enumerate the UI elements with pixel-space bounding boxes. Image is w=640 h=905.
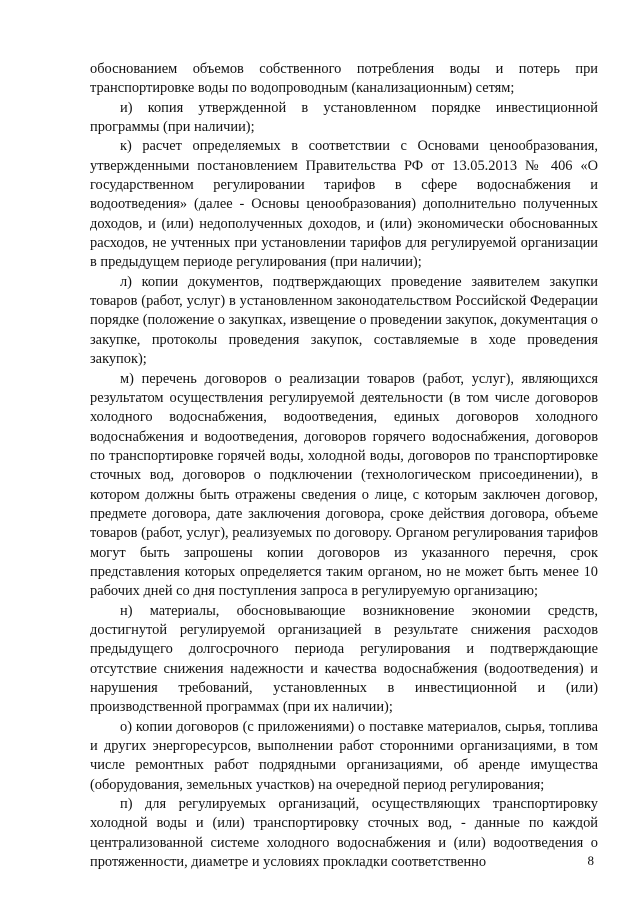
body-text <box>90 60 598 872</box>
paragraph-i: и) копия утвержденной в установленном порядке инвестиционной программы (при наличии); <box>90 99 598 136</box>
paragraph-n: н) материалы, обосновывающие возникновение экономии средств, достигнутой регулируемой организацией в результате снижения расходов предыдущего долгосрочного периода регулирования и подтверждающие отсутствие снижения надежности и качества водоснабжения (водоотведения) и нарушения требований, установленных в инвестиционной и (или) производственной программах (при их наличии); <box>90 602 598 716</box>
paragraph-p: п) для регулируемых организаций, осуществляющих транспортировку холодной воды и (или) транспортировку сточных вод, - данные по каждой централизованной системе холодного водоснабжения и (или) водоотведения о протяженности, диаметре и условиях прокладки соответственно <box>90 796 598 871</box>
paragraph-k: к) расчет определяемых в соответствии с Основами ценообразования, утвержденными постановлением Правительства РФ от 13.05.2013 № 406 «О государственном регулировании тарифов в сфере водоснабжения и водоотведения» (далее - Основы ценообразования) дополнительно полученных доходов, и (или) недополученных доходов, и (или) экономически обоснованных расходов, не учтенных при установлении тарифов для регулируемой организации в предыдущем периоде регулирования (при наличии); <box>90 138 598 271</box>
paragraph-continuation: обоснованием объемов собственного потребления воды и потерь при транспортировке воды по водопроводным (канализационным) сетям; <box>90 61 598 97</box>
paragraph-o: о) копии договоров (с приложениями) о поставке материалов, сырья, топлива и других энергоресурсов, выполнении работ сторонними организациями, в том числе ремонтных работ подрядными организациями, об аренде имущества (оборудования, земельных участков) на очередной период регулирования; <box>90 718 598 793</box>
paragraph-l: л) копии документов, подтверждающих проведение заявителем закупки товаров (работ, услуг) в установленном законодательством Российской Федерации порядке (положение о закупках, извещение о проведении закупок, документация о закупке, протоколы проведения закупок, составляемые в ходе проведения закупок); <box>90 273 598 368</box>
paragraph-m: м) перечень договоров о реализации товаров (работ, услуг), являющихся результатом осуществления регулируемой деятельности (в том числе договоров холодного водоснабжения, водоотведения, единых договоров холодного водоснабжения и водоотведения, договоров горячего водоснабжения, договоров по транспортировке горячей воды, холодной воды, договоров по транспортировке сточных вод, договоров о подключении (технологическом присоединении), в котором должны быть отражены сведения о лице, с которым заключен договор, предмете договора, дате заключения договора, сроке действия договора, объеме товаров (работ, услуг), реализуемых по договору. Органом регулирования тарифов могут быть запрошены копии договоров из указанного перечня, срок представления которых определяется таким органом, но не может быть менее 10 рабочих дней со дня поступления запроса в регулируемую организацию; <box>90 370 598 600</box>
page-number: 8 <box>587 853 594 868</box>
